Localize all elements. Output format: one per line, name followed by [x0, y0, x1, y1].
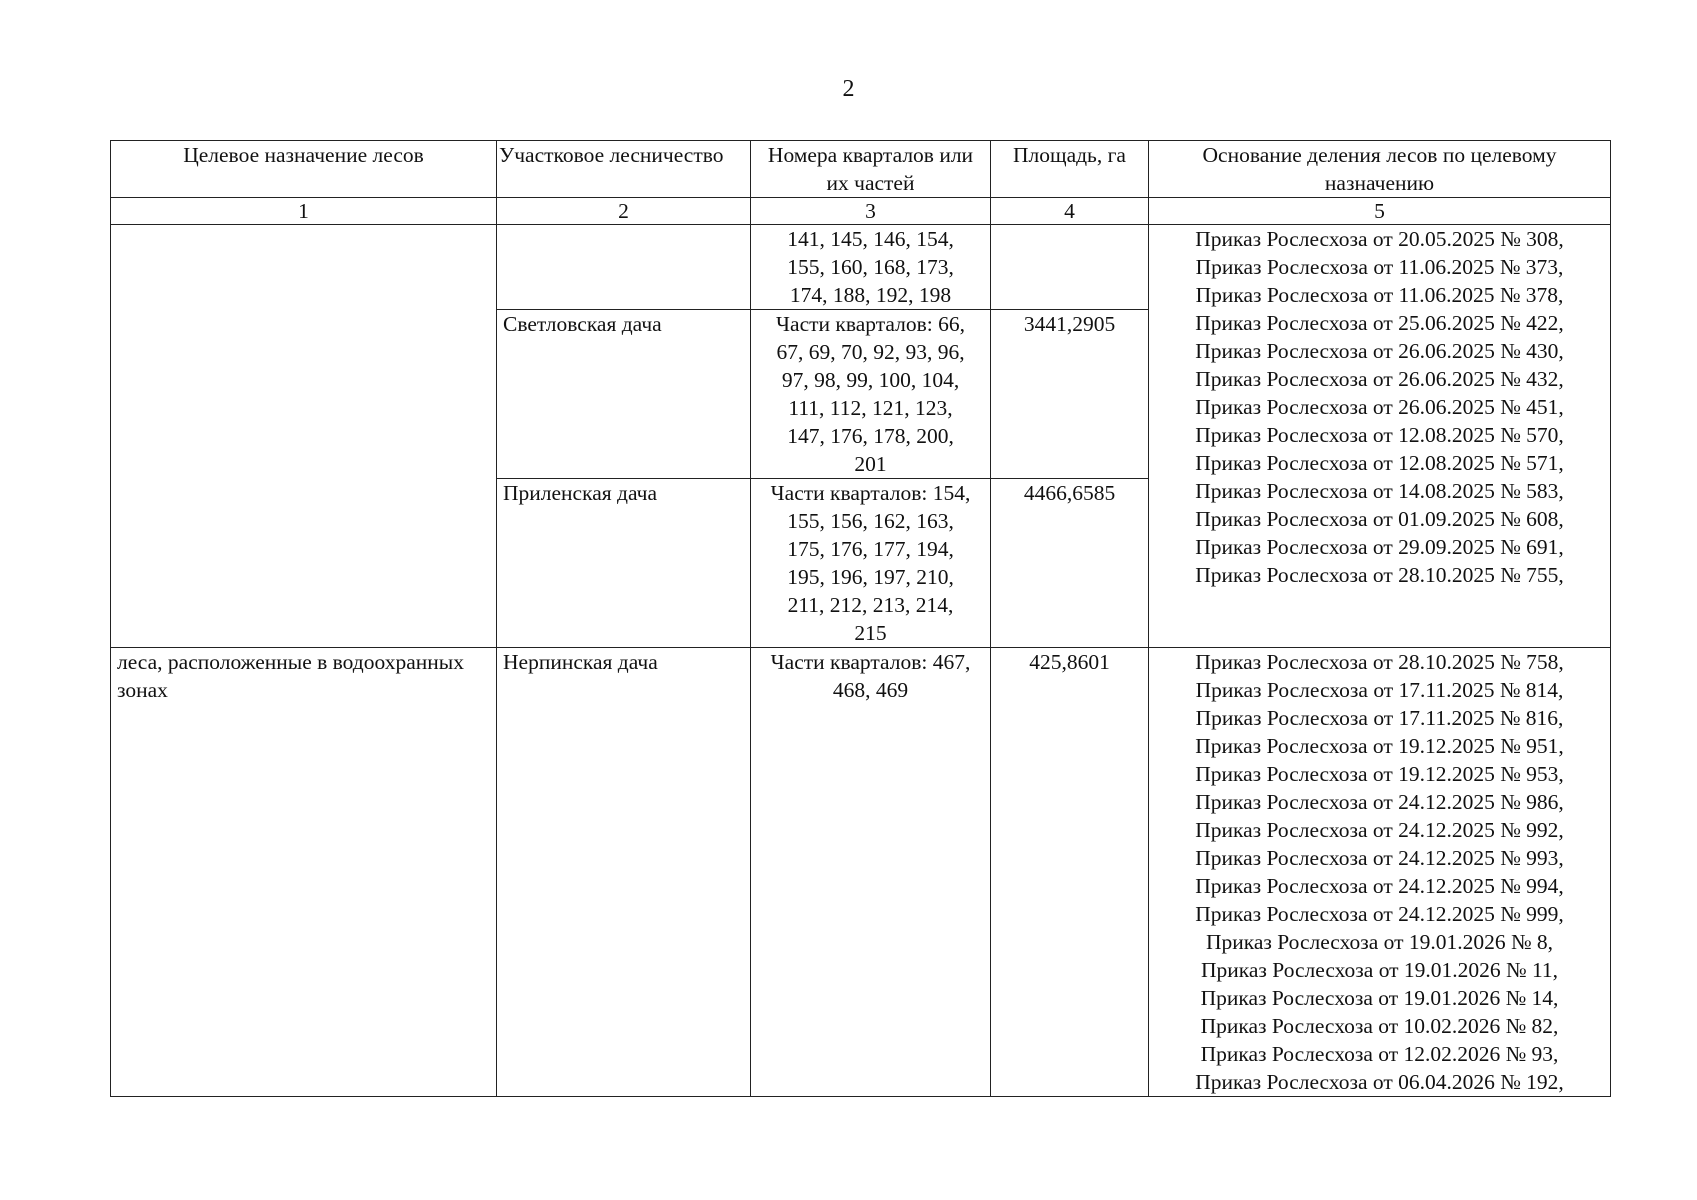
- orders-cell: [1149, 648, 1611, 1097]
- quarters-line: 155, 160, 168, 173,: [787, 255, 954, 279]
- quarters-line: Части кварталов: 154,: [770, 481, 971, 505]
- area-cell: 3441,2905: [991, 310, 1149, 479]
- header-basis: Основание деления лесов по целевому назначению: [1149, 141, 1611, 198]
- column-number: 3: [751, 198, 991, 225]
- column-number-row: [111, 198, 1611, 225]
- quarters-line: 97, 98, 99, 100, 104,: [781, 368, 960, 392]
- order-line: Приказ Рослесхоза от 14.08.2025 № 583,: [1195, 479, 1564, 503]
- order-line: Приказ Рослесхоза от 01.09.2025 № 608,: [1195, 507, 1564, 531]
- order-line: Приказ Рослесхоза от 26.06.2025 № 451,: [1195, 395, 1564, 419]
- column-number: 5: [1149, 198, 1611, 225]
- order-line: Приказ Рослесхоза от 17.11.2025 № 816,: [1195, 706, 1564, 730]
- purpose-cell: [111, 225, 497, 648]
- header-quarters: Номера кварталов или их частей: [751, 141, 991, 198]
- quarters-line: 155, 156, 162, 163,: [787, 509, 954, 533]
- order-line: Приказ Рослесхоза от 29.09.2025 № 691,: [1195, 535, 1564, 559]
- quarters-line: 211, 212, 213, 214,: [787, 593, 954, 617]
- forestry-cell: Приленская дача: [497, 479, 751, 648]
- quarters-line: 111, 112, 121, 123,: [788, 396, 953, 420]
- order-line: Приказ Рослесхоза от 24.12.2025 № 999,: [1195, 902, 1564, 926]
- order-line: Приказ Рослесхоза от 19.12.2025 № 951,: [1195, 734, 1564, 758]
- quarters-line: 174, 188, 192, 198: [789, 283, 952, 307]
- order-line: Приказ Рослесхоза от 24.12.2025 № 986,: [1195, 790, 1564, 814]
- quarters-line: 468, 469: [832, 678, 909, 702]
- header-area: Площадь, га: [991, 141, 1149, 198]
- order-line: Приказ Рослесхоза от 19.12.2025 № 953,: [1195, 762, 1564, 786]
- quarters-line: 147, 176, 178, 200,: [787, 424, 954, 448]
- column-number: 1: [111, 198, 497, 225]
- order-line: Приказ Рослесхоза от 17.11.2025 № 814,: [1195, 678, 1564, 702]
- table-row: [111, 648, 1611, 1097]
- order-line: Приказ Рослесхоза от 25.06.2025 № 422,: [1195, 311, 1564, 335]
- quarters-cell: [751, 479, 991, 648]
- quarters-line: 195, 196, 197, 210,: [787, 565, 954, 589]
- quarters-line: 201: [854, 452, 887, 476]
- order-line: Приказ Рослесхоза от 26.06.2025 № 432,: [1195, 367, 1564, 391]
- column-number: 4: [991, 198, 1149, 225]
- order-line: Приказ Рослесхоза от 12.08.2025 № 571,: [1195, 451, 1564, 475]
- order-line: Приказ Рослесхоза от 12.02.2026 № 93,: [1200, 1042, 1559, 1066]
- page-number: 2: [842, 76, 855, 102]
- quarters-line: Части кварталов: 66,: [776, 312, 965, 336]
- quarters-line: 175, 176, 177, 194,: [787, 537, 954, 561]
- quarters-cell: [751, 225, 991, 310]
- area-cell: [991, 225, 1149, 310]
- area-cell: 425,8601: [991, 648, 1149, 1097]
- table-row: [111, 225, 1611, 310]
- order-line: Приказ Рослесхоза от 11.06.2025 № 378,: [1195, 283, 1564, 307]
- order-line: Приказ Рослесхоза от 24.12.2025 № 994,: [1195, 874, 1564, 898]
- forestry-cell: Светловская дача: [497, 310, 751, 479]
- order-line: Приказ Рослесхоза от 19.01.2026 № 11,: [1200, 958, 1559, 982]
- order-line: Приказ Рослесхоза от 19.01.2026 № 14,: [1200, 986, 1559, 1010]
- quarters-line: Части кварталов: 467,: [770, 650, 971, 674]
- forestry-cell: [497, 225, 751, 310]
- quarters-cell: [751, 310, 991, 479]
- orders-cell: [1149, 225, 1611, 648]
- header-forestry: Участковое лесничество: [497, 141, 751, 198]
- quarters-line: 141, 145, 146, 154,: [787, 227, 954, 251]
- header-purpose: Целевое назначение лесов: [111, 141, 497, 198]
- order-line: Приказ Рослесхоза от 26.06.2025 № 430,: [1195, 339, 1564, 363]
- forest-designation-table: [110, 140, 1611, 1097]
- forestry-cell: Нерпинская дача: [497, 648, 751, 1097]
- order-line: Приказ Рослесхоза от 24.12.2025 № 992,: [1195, 818, 1564, 842]
- order-line: Приказ Рослесхоза от 28.10.2025 № 755,: [1195, 563, 1564, 587]
- area-cell: 4466,6585: [991, 479, 1149, 648]
- order-line: Приказ Рослесхоза от 28.10.2025 № 758,: [1195, 650, 1564, 674]
- order-line: Приказ Рослесхоза от 12.08.2025 № 570,: [1195, 423, 1564, 447]
- order-line: Приказ Рослесхоза от 24.12.2025 № 993,: [1195, 846, 1564, 870]
- order-line: Приказ Рослесхоза от 06.04.2026 № 192,: [1195, 1070, 1564, 1094]
- quarters-line: 215: [854, 621, 887, 645]
- column-number: 2: [497, 198, 751, 225]
- order-line: Приказ Рослесхоза от 10.02.2026 № 82,: [1200, 1014, 1559, 1038]
- quarters-cell: [751, 648, 991, 1097]
- order-line: Приказ Рослесхоза от 19.01.2026 № 8,: [1205, 930, 1554, 954]
- order-line: Приказ Рослесхоза от 11.06.2025 № 373,: [1195, 255, 1564, 279]
- order-line: Приказ Рослесхоза от 20.05.2025 № 308,: [1195, 227, 1564, 251]
- table-header-row: [111, 141, 1611, 198]
- quarters-line: 67, 69, 70, 92, 93, 96,: [776, 340, 965, 364]
- purpose-cell: леса, расположенные в водоохранных зонах: [111, 648, 497, 1097]
